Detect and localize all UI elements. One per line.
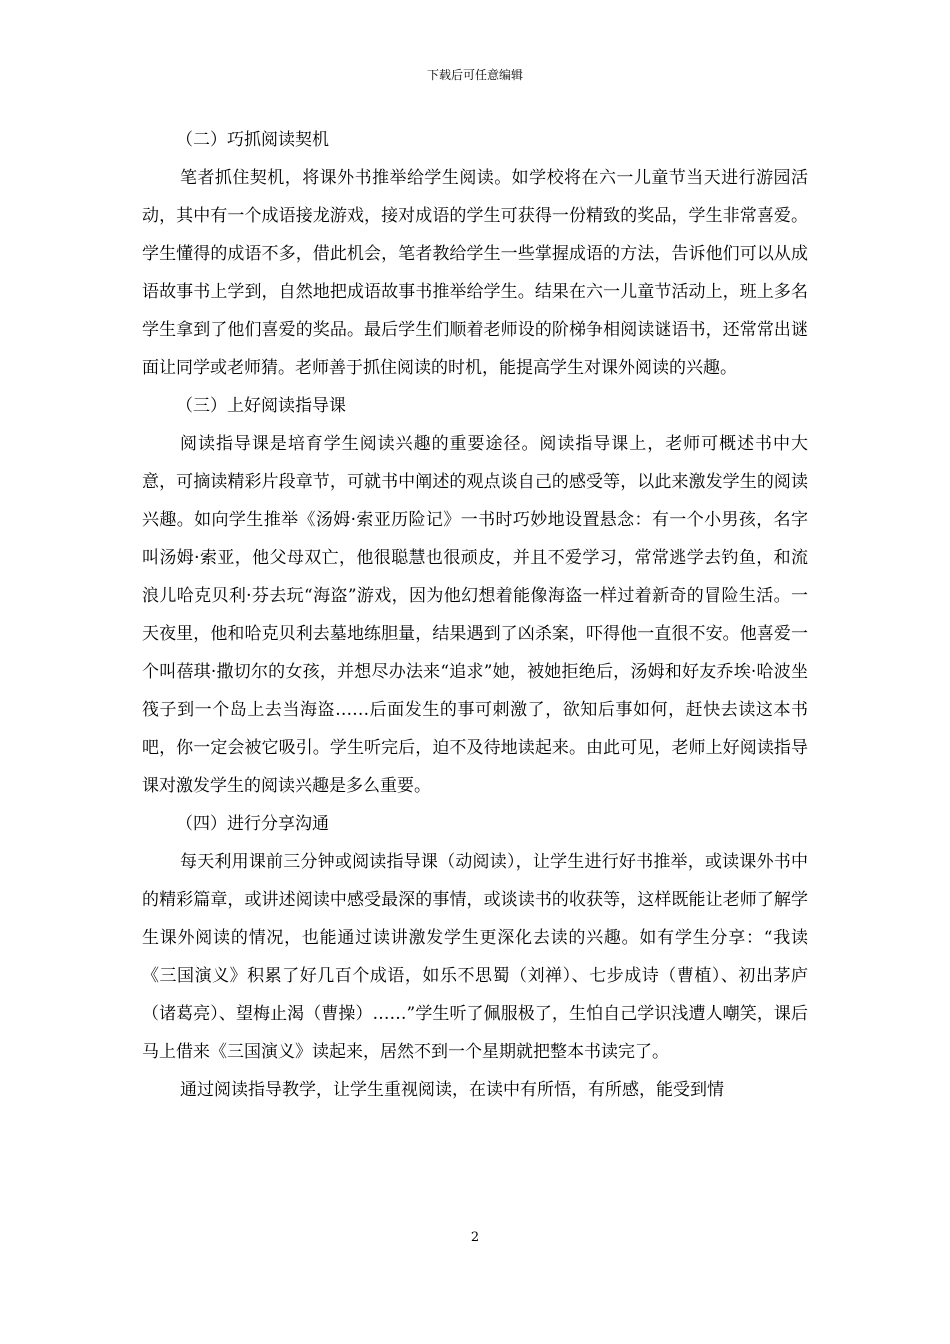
section-heading: （二）巧抓阅读契机 [176, 130, 329, 150]
section-paragraph: 每天利用课前三分钟或阅读指导课（动阅读），让学生进行好书推举，或读课外书中的精彩篇章，或讲述阅读中感受最深的事情，或谈读书的收获等，这样既能让老师了解学生课外阅读的情况，也能通过读讲激发学生更深化去读的兴趣。如有学生分享：“我读《三国演义》积累了好几百个成语，如乐不思蜀（刘禅）、七步成诗（曹植）、初出茅庐（诸葛亮）、望梅止渴（曹操）……”学生听了佩服极了，生怕自己学识浅遭人嘲笑，课后马上借来《三国演义》读起来，居然不到一个星期就把整本书读完了。 [142, 852, 808, 1062]
closing-paragraph: 通过阅读指导教学，让学生重视阅读，在读中有所悟，有所感，能受到情 [180, 1080, 724, 1100]
document-body [142, 121, 808, 1109]
section-heading: （四）进行分享沟通 [176, 814, 329, 834]
section-paragraph: 笔者抓住契机，将课外书推举给学生阅读。如学校将在六一儿童节当天进行游园活动，其中有一个成语接龙游戏，接对成语的学生可获得一份精致的奖品，学生非常喜爱。学生懂得的成语不多，借此机会，笔者教给学生一些掌握成语的方法，告诉他们可以从成语故事书上学到，自然地把成语故事书推举给学生。结果在六一儿童节活动上，班上多名学生拿到了他们喜爱的奖品。最后学生们顺着老师设的阶梯争相阅读谜语书，还常常出谜面让同学或老师猜。老师善于抓住阅读的时机，能提高学生对课外阅读的兴趣。 [142, 168, 808, 378]
section-heading: （三）上好阅读指导课 [176, 396, 346, 416]
section-paragraph: 阅读指导课是培育学生阅读兴趣的重要途径。阅读指导课上，老师可概述书中大意，可摘读精彩片段章节，可就书中阐述的观点谈自己的感受等，以此来激发学生的阅读兴趣。如向学生推举《汤姆·索亚历险记》一书时巧妙地设置悬念：有一个小男孩，名字叫汤姆·索亚，他父母双亡，他很聪慧也很顽皮，并且不爱学习，常常逃学去钓鱼，和流浪儿哈克贝利·芬去玩“海盗”游戏，因为他幻想着能像海盗一样过着新奇的冒险生活。一天夜里，他和哈克贝利去墓地练胆量，结果遇到了凶杀案，吓得他一直很不安。他喜爱一个叫蓓琪·撒切尔的女孩，并想尽办法来“追求”她，被她拒绝后，汤姆和好友乔埃·哈波坐筏子到一个岛上去当海盗……后面发生的事可刺激了，欲知后事如何，赶快去读这本书吧，你一定会被它吸引。学生听完后，迫不及待地读起来。由此可见，老师上好阅读指导课对激发学生的阅读兴趣是多么重要。 [142, 434, 808, 796]
page-number: 2 [470, 1230, 480, 1245]
page-header: 下载后可任意编辑 [426, 68, 523, 82]
